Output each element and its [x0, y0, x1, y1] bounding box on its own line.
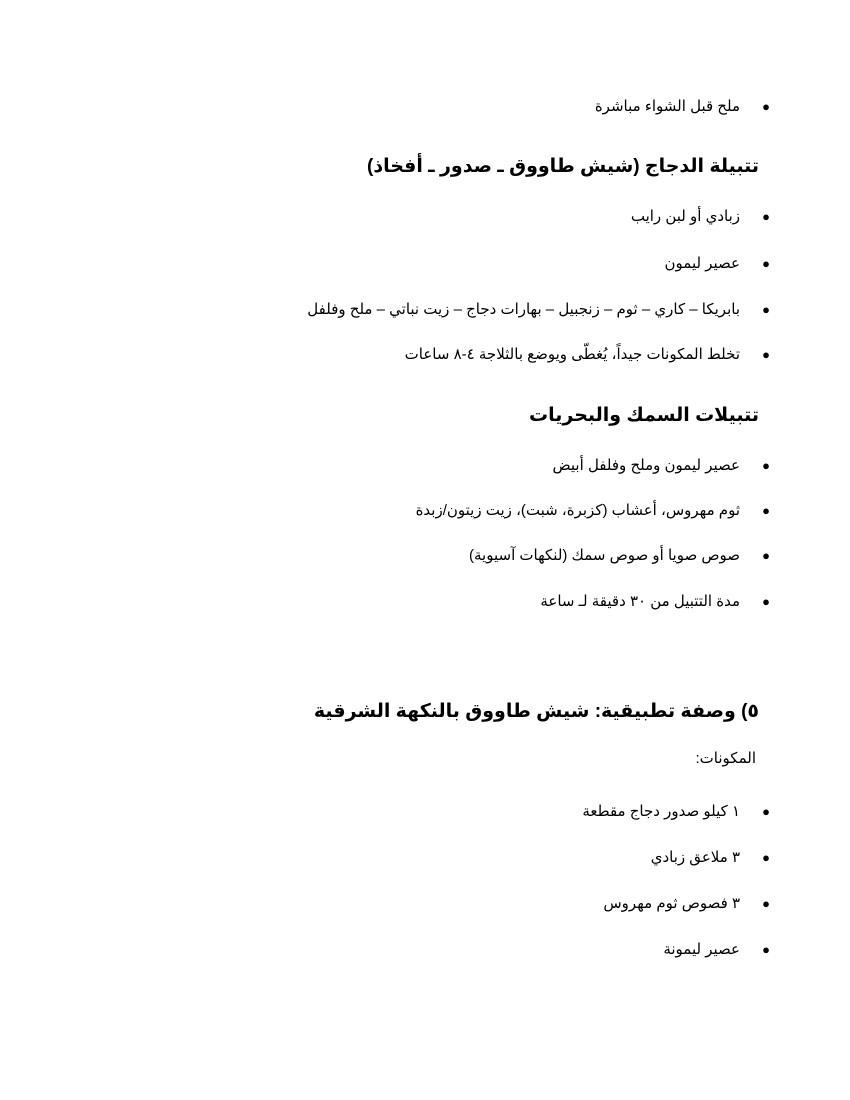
list-item — [469, 546, 770, 566]
list-item-text: ٣ فصوص ثوم مهروس — [603, 895, 740, 912]
list-item — [540, 592, 770, 612]
list-item-text: عصير ليمون — [664, 255, 740, 272]
bullet-icon: ● — [762, 548, 770, 563]
section-heading-chicken-marinade: تتبيلة الدجاج (شيش طاووق ـ صدور ـ أفخاذ) — [367, 156, 759, 177]
bullet-icon: ● — [762, 99, 770, 114]
bullet-icon: ● — [762, 347, 770, 362]
list-item — [603, 894, 770, 914]
list-item-text: عصير ليمونة — [663, 941, 740, 958]
bullet-icon: ● — [762, 850, 770, 865]
list-item — [552, 456, 770, 476]
list-item-text: ١ كيلو صدور دجاج مقطعة — [582, 803, 740, 820]
section-heading-recipe: ٥) وصفة تطبيقية: شيش طاووق بالنكهة الشرقية — [313, 701, 759, 722]
list-item — [664, 254, 770, 274]
list-item-text: بابريكا – كاري – ثوم – زنجبيل – بهارات دجاج – زيت نباتي – ملح وفلفل — [307, 301, 740, 318]
list-item — [404, 345, 770, 365]
bullet-icon: ● — [762, 256, 770, 271]
bullet-icon: ● — [762, 302, 770, 317]
bullet-icon: ● — [762, 896, 770, 911]
list-item — [307, 300, 770, 320]
list-item — [630, 207, 770, 227]
list-item-text: زبادي أو لبن رايب — [630, 208, 740, 225]
list-item-text: مدة التتبيل من ٣٠ دقيقة لـ ساعة — [540, 593, 740, 610]
bullet-icon: ● — [762, 804, 770, 819]
section-heading-fish-marinades: تتبيلات السمك والبحريات — [529, 405, 759, 426]
bullet-icon: ● — [762, 458, 770, 473]
list-item — [415, 501, 770, 521]
list-item-text: عصير ليمون وملح وفلفل أبيض — [552, 457, 740, 474]
list-item — [650, 848, 770, 868]
list-item-text: تخلط المكونات جيداً، يُغطّى ويوضع بالثلاجة ٤-٨ ساعات — [404, 346, 740, 363]
bullet-icon: ● — [762, 209, 770, 224]
bullet-icon: ● — [762, 503, 770, 518]
list-item — [594, 97, 770, 117]
bullet-icon: ● — [762, 594, 770, 609]
list-item-text: ثوم مهروس، أعشاب (كزبرة، شبت)، زيت زيتون/زبدة — [415, 502, 740, 519]
list-item — [582, 802, 770, 822]
list-item — [663, 940, 770, 960]
ingredients-label: المكونات: — [695, 750, 756, 767]
bullet-icon: ● — [762, 942, 770, 957]
list-item-text: ملح قبل الشواء مباشرة — [594, 98, 740, 115]
list-item-text: ٣ ملاعق زبادي — [650, 849, 740, 866]
list-item-text: صوص صويا أو صوص سمك (لنكهات آسيوية) — [469, 547, 740, 564]
